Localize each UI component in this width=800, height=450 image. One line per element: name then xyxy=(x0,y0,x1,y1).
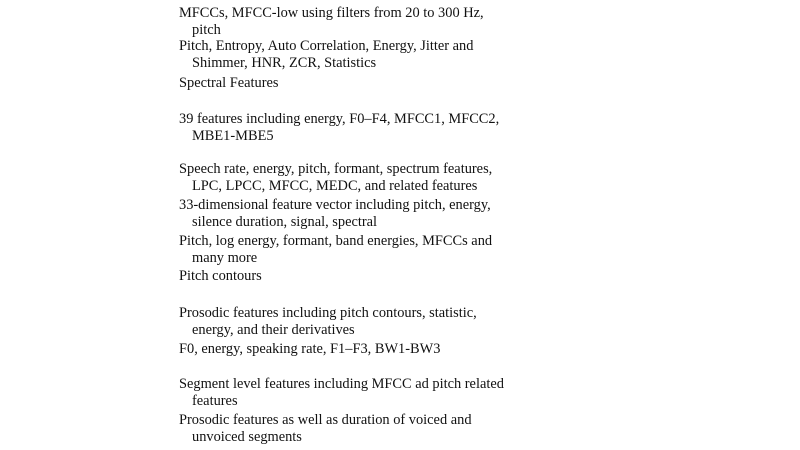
feature-entry-1 xyxy=(179,5,649,38)
feature-entry-11-line-2: features xyxy=(192,392,238,409)
feature-entry-5 xyxy=(179,161,649,194)
feature-entry-9 xyxy=(179,305,649,338)
feature-entry-1-line-1: MFCCs, MFCC-low using filters from 20 to 300 Hz, xyxy=(179,5,484,21)
feature-entry-3-line-1: Spectral Features xyxy=(179,75,279,91)
feature-entry-1-line-2: pitch xyxy=(192,21,221,38)
feature-entry-7-line-1: Pitch, log energy, formant, band energies, MFCCs and xyxy=(179,233,493,249)
feature-entry-6-line-1: 33-dimensional feature vector including pitch, energy, xyxy=(179,197,491,213)
feature-entry-11 xyxy=(179,376,649,409)
feature-entry-4 xyxy=(179,111,649,144)
feature-entry-3 xyxy=(179,75,649,92)
feature-entry-4-line-1: 39 features including energy, F0–F4, MFCC1, MFCC2, xyxy=(179,111,500,127)
feature-entry-12 xyxy=(179,412,649,445)
feature-entry-7-line-2: many more xyxy=(192,249,258,266)
feature-entry-12-line-1: Prosodic features as well as duration of voiced and xyxy=(179,412,472,428)
feature-entry-10 xyxy=(179,341,649,358)
feature-entry-8-line-1: Pitch contours xyxy=(179,268,262,284)
feature-entry-6 xyxy=(179,197,649,230)
feature-entry-2 xyxy=(179,38,649,71)
feature-entry-7 xyxy=(179,233,649,266)
feature-entry-9-line-1: Prosodic features including pitch contours, statistic, xyxy=(179,305,477,321)
feature-entry-2-line-2: Shimmer, HNR, ZCR, Statistics xyxy=(192,54,377,71)
feature-entry-10-line-1: F0, energy, speaking rate, F1–F3, BW1-BW3 xyxy=(179,341,441,357)
feature-entry-9-line-2: energy, and their derivatives xyxy=(192,321,355,338)
feature-entry-8 xyxy=(179,268,649,285)
feature-entry-5-line-2: LPC, LPCC, MFCC, MEDC, and related features xyxy=(192,177,478,194)
feature-entry-12-line-2: unvoiced segments xyxy=(192,428,302,445)
feature-entry-2-line-1: Pitch, Entropy, Auto Correlation, Energy, Jitter and xyxy=(179,38,474,54)
feature-entry-11-line-1: Segment level features including MFCC ad pitch related xyxy=(179,376,504,392)
feature-entry-5-line-1: Speech rate, energy, pitch, formant, spectrum features, xyxy=(179,161,493,177)
feature-entry-6-line-2: silence duration, signal, spectral xyxy=(192,213,378,230)
feature-entry-4-line-2: MBE1-MBE5 xyxy=(192,127,274,144)
